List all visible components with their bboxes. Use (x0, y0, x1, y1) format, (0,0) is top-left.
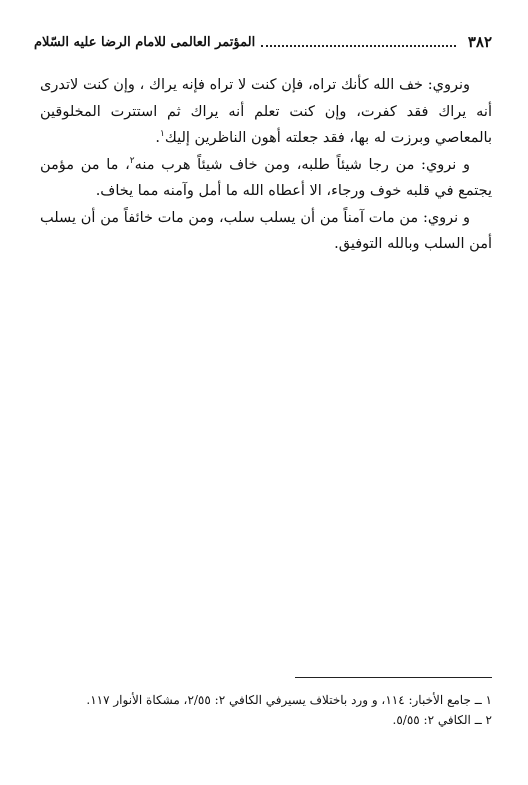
main-text (40, 72, 492, 258)
footnote: ١ ــ جامع الأخبار: ١١٤، و ورد باختلاف يسيرفي الكافي ٢: ٢/٥٥، مشكاة الأنوار ١١٧. (86, 693, 492, 707)
paragraph-text: ونروي: خف الله كأنك تراه، فإن كنت لا تراه فإنه يراك ، وإن كنت لاتدرى أنه يراك فقد كفرت، وإن كنت تعلم أنه يراك ثم استترت المخلوقين بالمعاصي وبرزت له بها، فقد جعلته أهون الناظرين إليك (40, 77, 492, 146)
paragraph-text-tail: . (155, 130, 161, 146)
running-title: المؤتمر العالمى للامام الرضا عليه السّلام (34, 34, 256, 50)
paragraph-text-tail: ، ما من مؤمن يجتمع في قلبه خوف ورجاء، الا أعطاه الله ما أمل وآمنه مما يخاف. (40, 156, 492, 199)
paragraph-text: و نروي: من مات آمناً من أن يسلب سلب، ومن مات خائفاً من أن يسلب أمن السلب وبالله التوفيق. (40, 209, 492, 252)
paragraph-text: و نروي: من رجا شيئاً طلبه، ومن خاف شيئاً هرب منه (134, 156, 471, 173)
footnote: ٢ ــ الكافي ٢: ٥/٥٥. (392, 713, 492, 727)
footnote-marker[interactable]: ١ (160, 129, 165, 140)
paragraph (40, 205, 492, 258)
footnotes (40, 690, 492, 730)
paragraph (40, 72, 492, 152)
paragraph (40, 152, 492, 205)
dotted-leader (261, 45, 456, 47)
page-header (34, 30, 492, 54)
footnote-divider (295, 677, 492, 678)
page-number: ٣٨٢ (467, 33, 492, 51)
footnote-marker[interactable]: ٢ (129, 155, 135, 166)
